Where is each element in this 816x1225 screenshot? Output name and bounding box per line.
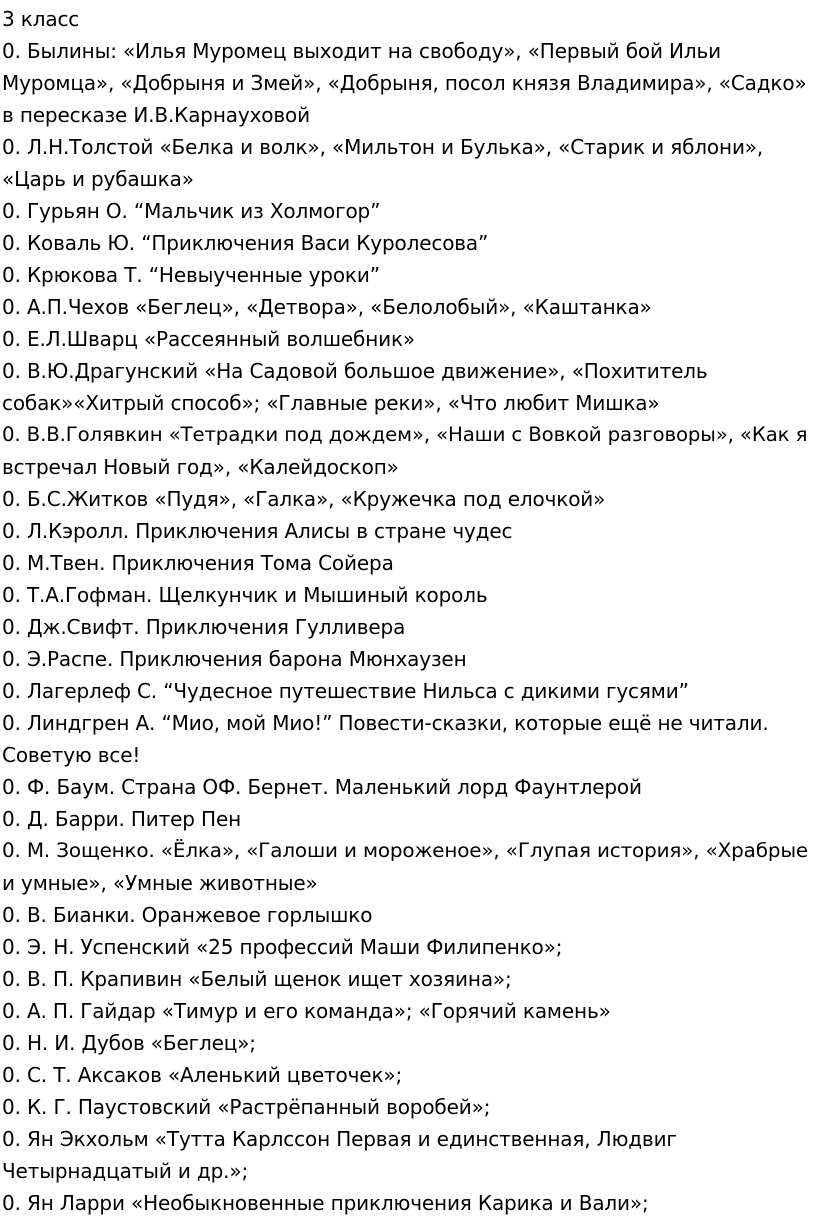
list-item-shvarts: 0. Е.Л.Шварц «Рассеянный волшебник» [2,327,415,351]
list-item-dubov: 0. Н. И. Дубов «Беглец»; [2,1031,256,1055]
list-item-lindgren-cont: Советую все! [2,743,141,767]
list-item-barrie: 0. Д. Барри. Питер Пен [2,807,242,831]
list-item-byliny: 0. Былины: «Илья Муромец выходит на свободу», «Первый бой Ильи [2,39,721,63]
list-item-byliny-cont: Муромца», «Добрыня и Змей», «Добрыня, посол князя Владимира», «Садко» [2,71,807,95]
list-item-tolstoy-cont: «Царь и рубашка» [2,167,194,191]
list-item-golyavkin: 0. В.В.Голявкин «Тетрадки под дождем», «Наши с Вовкой разговоры», «Как я [2,423,808,446]
list-item-dragunsky: 0. В.Ю.Драгунский «На Садовой большое движение», «Похититель [2,359,708,383]
list-item-paustovsky: 0. К. Г. Паустовский «Растрёпанный воробей»; [2,1095,491,1119]
list-item-uspensky: 0. Э. Н. Успенский «25 профессий Маши Филипенко»; [2,935,563,959]
list-item-raspe: 0. Э.Распе. Приключения барона Мюнхаузен [2,647,467,671]
list-item-zoshchenko: 0. М. Зощенко. «Ёлка», «Галоши и мороженое», «Глупая история», «Храбрые [2,839,809,862]
list-item-aksakov: 0. С. Т. Аксаков «Аленький цветочек»; [2,1063,403,1087]
list-item-baum: 0. Ф. Баум. Страна ОФ. Бернет. Маленький лорд Фаунтлерой [2,775,642,799]
list-item-hoffmann: 0. Т.А.Гофман. Щелкунчик и Мышиный король [2,583,488,607]
list-item-byliny-cont: в пересказе И.В.Карнауховой [2,103,310,127]
list-item-twain: 0. М.Твен. Приключения Тома Сойера [2,551,394,575]
list-item-zoshchenko-cont: и умные», «Умные животные» [2,871,318,895]
list-item-zhitkov: 0. Б.С.Житков «Пудя», «Галка», «Кружечка под елочкой» [2,487,606,511]
list-item-carroll: 0. Л.Кэролл. Приключения Алисы в стране чудес [2,519,513,543]
list-item-larri: 0. Ян Ларри «Необыкновенные приключения Карика и Вали»; [2,1191,649,1215]
list-item-dragunsky-cont: собак»«Хитрый способ»; «Главные реки», «Что любит Мишка» [2,391,660,415]
list-item-tolstoy: 0. Л.Н.Толстой «Белка и волк», «Мильтон и Булька», «Старик и яблони», [2,135,764,159]
list-item-ekholm: 0. Ян Экхольм «Тутта Карлссон Первая и единственная, Людвиг [2,1127,677,1151]
list-item-chekhov: 0. А.П.Чехов «Беглец», «Детвора», «Белолобый», «Каштанка» [2,295,652,319]
list-item-krapivin: 0. В. П. Крапивин «Белый щенок ищет хозяина»; [2,967,512,991]
list-item-lagerlof: 0. Лагерлеф С. “Чудесное путешествие Нильса с дикими гусями” [2,679,689,703]
list-item-koval: 0. Коваль Ю. “Приключения Васи Куролесова” [2,231,489,255]
list-item-lindgren: 0. Линдгрен А. “Мио, мой Мио!” Повести-сказки, которые ещё не читали. [2,711,769,735]
list-item-kryukova: 0. Крюкова Т. “Невыученные уроки” [2,263,380,287]
list-item-gaidar: 0. А. П. Гайдар «Тимур и его команда»; «Горячий камень» [2,999,611,1023]
grade-heading: 3 класс [2,7,80,31]
list-item-guryan: 0. Гурьян О. “Мальчик из Холмогор” [2,199,381,223]
list-item-bianki: 0. В. Бианки. Оранжевое горлышко [2,903,373,927]
list-item-swift: 0. Дж.Свифт. Приключения Гулливера [2,615,406,639]
list-item-ekholm-cont: Четырнадцатый и др.»; [2,1159,249,1183]
list-item-golyavkin-cont: встречал Новый год», «Калейдоскоп» [2,455,399,479]
